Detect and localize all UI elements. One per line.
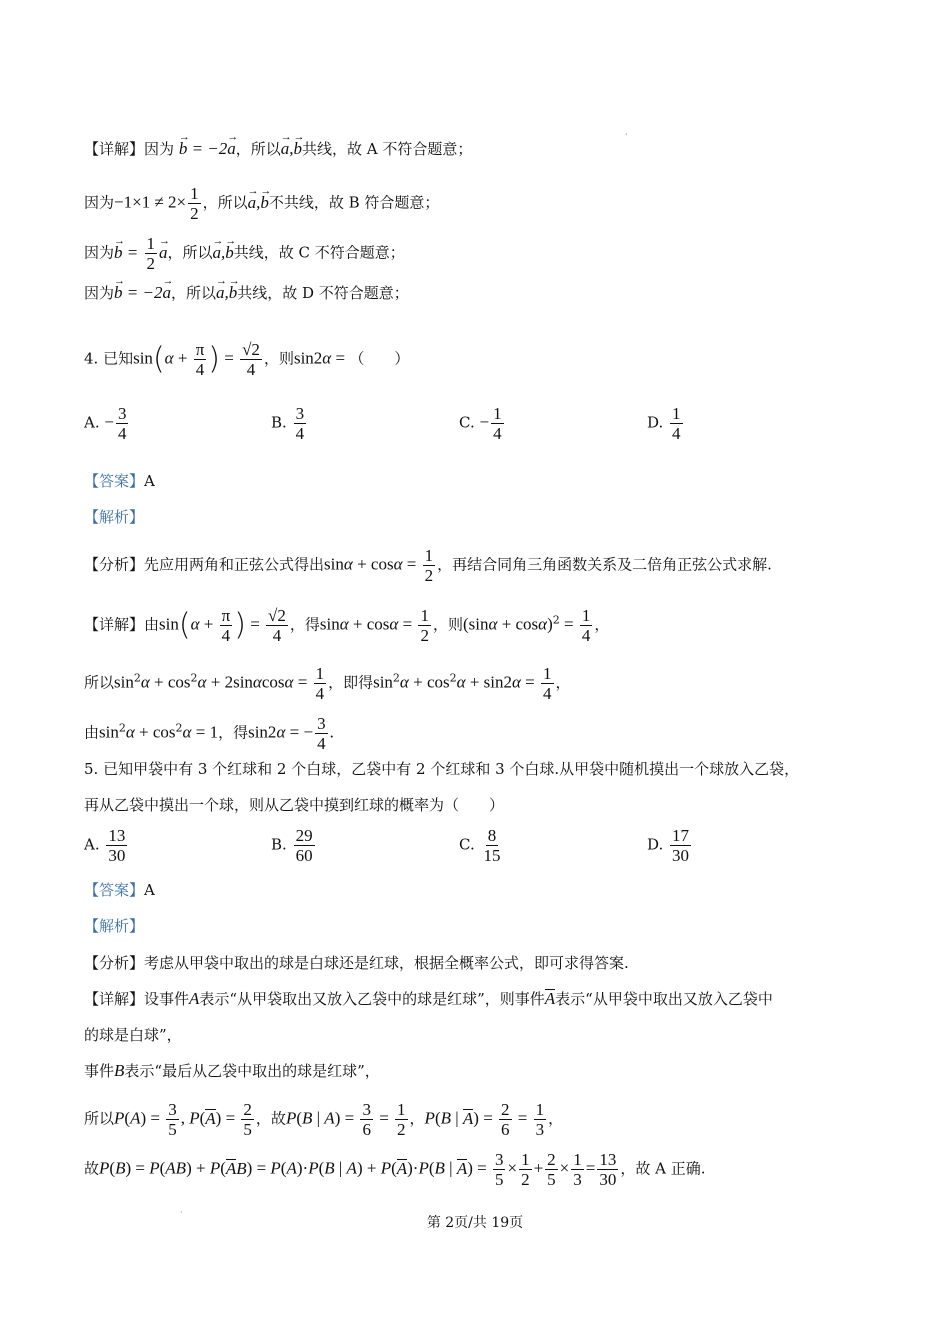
- answer-tag: 【答案】: [84, 881, 145, 899]
- text: ，: [548, 1109, 564, 1128]
- text: ，再结合同角三角函数关系及二倍角正弦公式求解.: [437, 555, 772, 574]
- denominator: 60: [295, 846, 313, 865]
- question-number: 4. 已知: [84, 349, 134, 368]
- text: ，所以: [170, 284, 216, 302]
- q4-option-b[interactable]: [271, 404, 308, 443]
- q4-option-a[interactable]: [84, 404, 130, 443]
- q5-option-b[interactable]: [271, 826, 317, 865]
- text: 所以: [84, 1109, 115, 1128]
- q3-detail-line-1: 【详解】因为 → b = −2→ a，所以→ a,→ b共线，故 A 不符合题意；: [84, 138, 472, 160]
- text: 因为: [84, 284, 115, 302]
- q5-detail-line-5: 故P(B) = P(AB) + P(AB) = P(A)·P(B | A) + P(A)·P(B | A) = $\frac{3}{5}$ × $\frac{1}{2}$ + $\frac{2}{5}$ × $\frac{1}{3}$ = $\frac{13}{30}$ ，故 A 正确.: [84, 1150, 706, 1189]
- fenxi-tag: 【分析】: [84, 555, 145, 574]
- option-label: D.: [647, 835, 664, 854]
- q5-option-d[interactable]: [647, 826, 693, 865]
- text: 先应用两角和正弦公式得出: [144, 555, 325, 574]
- text: 表示“从甲袋中取出又放入乙袋中: [555, 990, 773, 1008]
- q5-stem-line-1: 5. 已知甲袋中有 3 个红球和 2 个白球，乙袋中有 2 个红球和 3 个白球.从甲袋中随机摸出一个球放入乙袋，: [84, 760, 800, 778]
- denominator: 30: [672, 846, 690, 865]
- text: ，故 A 正确.: [620, 1159, 706, 1178]
- text: ，即得: [328, 673, 374, 692]
- text: ，故: [255, 1109, 286, 1128]
- denominator: 4: [493, 424, 502, 443]
- denominator: 4: [672, 424, 681, 443]
- text: ，则: [263, 349, 294, 368]
- q5-detail-line-2: 的球是白球”，: [84, 1026, 182, 1044]
- q5-answer: [84, 879, 155, 901]
- q5-fenxi: [84, 952, 629, 974]
- detail-tag: 【详解】: [84, 140, 145, 158]
- text: ，所以: [202, 193, 248, 212]
- denominator: 30: [108, 846, 126, 865]
- page-footer: 第 2页/共 19页: [426, 1215, 524, 1231]
- q4-option-d[interactable]: [647, 404, 685, 443]
- sign: −: [479, 412, 490, 432]
- q3-detail-line-3: 因为→ b = $\frac{1}{2}$ → a，所以→ a,→ b共线，故 C 不符合题意；: [84, 234, 405, 273]
- option-label: A.: [84, 835, 100, 854]
- q4-detail-line-3: 由$\sin^2\alpha + \cos^2\alpha = 1$，得sin2α = − $\frac{3}{4}$ .: [84, 714, 334, 753]
- answer-value: A: [144, 881, 155, 899]
- text: 故: [84, 1159, 100, 1178]
- text: （ ）: [349, 349, 410, 368]
- detail-tag: 【详解】: [84, 990, 145, 1008]
- text: 因为: [144, 140, 175, 158]
- text: 事件: [84, 1062, 115, 1080]
- text: 设事件: [144, 990, 190, 1008]
- text: 因为: [84, 243, 115, 262]
- option-label: A.: [84, 413, 100, 432]
- option-label: B.: [271, 413, 287, 432]
- q4-fenxi: 【分析】先应用两角和正弦公式得出sinα + cosα = $\frac{1}{2}$ ，再结合同角三角函数关系及二倍角正弦公式求解.: [84, 546, 772, 585]
- text: 共线，故 C 不符合题意；: [233, 243, 405, 262]
- q5-detail-line-4: 所以P(A) = $\frac{3}{5}$ , P(A) = $\frac{2}{5}$ ，故P(B | A) = $\frac{3}{6}$ = $\frac{1}{2}$ ，P(B | A) = $\frac{2}{6}$ = $\frac{1}{3}$ ，: [84, 1100, 564, 1139]
- text: ，所以: [167, 243, 213, 262]
- text: 表示“从甲袋取出又放入乙袋中的球是红球”，则事件: [199, 990, 545, 1008]
- option-label: D.: [647, 413, 664, 432]
- numerator: 13: [108, 826, 126, 845]
- text: ，则: [432, 615, 463, 634]
- q4-option-c[interactable]: [459, 404, 506, 443]
- detail-tag: 【详解】: [84, 615, 145, 634]
- q3-detail-line-4: 因为→ b = −2→ a，所以→ a,→ b共线，故 D 不符合题意；: [84, 282, 409, 304]
- text: 由: [144, 615, 160, 634]
- text: 共线，故 D 不符合题意；: [237, 284, 409, 302]
- text: 表示“最后从乙袋中取出的球是红球”，: [124, 1062, 380, 1080]
- text: 因为: [84, 193, 115, 212]
- q5-option-c[interactable]: [459, 826, 505, 865]
- q5-stem-line-2: 再从乙袋中摸出一个球，则从乙袋中摸到红球的概率为（ ）: [84, 796, 505, 814]
- q4-detail-line-2: 所以$\sin^2\alpha + \cos^2\alpha + 2\sin\alpha\cos\alpha$ = $\frac{1}{4}$ ，即得$\sin^2\alpha + \cos^2\alpha + \sin 2\alpha$ = $\frac{1}{4}$ ，: [84, 664, 571, 703]
- q4-answer: [84, 470, 155, 492]
- scan-dot: ·: [625, 130, 628, 139]
- denominator: 15: [483, 846, 501, 865]
- answer-value: A: [144, 472, 155, 490]
- answer-tag: 【答案】: [84, 472, 145, 490]
- sign: −: [104, 412, 114, 432]
- option-label: C.: [459, 413, 475, 432]
- q5-detail-line-1: 【详解】设事件A表示“从甲袋取出又放入乙袋中的球是红球”，则事件A表示“从甲袋中取出又放入乙袋中: [84, 989, 773, 1008]
- q5-analysis-tag: 【解析】: [84, 917, 145, 935]
- text: 所以: [84, 673, 115, 692]
- numerator: 1: [493, 404, 502, 423]
- q4-analysis-tag: 【解析】: [84, 508, 145, 526]
- numerator: 3: [295, 404, 305, 423]
- scan-dot: ·: [180, 1208, 183, 1217]
- numerator: 8: [487, 826, 497, 845]
- text: 不共线，故 B 符合题意；: [268, 193, 440, 212]
- q5-option-a[interactable]: [84, 826, 129, 865]
- option-label: C.: [459, 835, 475, 854]
- q5-detail-line-3: 事件B表示“最后从乙袋中取出的球是红球”，: [84, 1061, 380, 1080]
- text: ，得: [218, 723, 249, 742]
- q4-stem: 4. 已知sin(α + $\frac{\pi}{4}$ ) = $\frac{√2}{4}$ ，则sin2α = （ ）: [84, 340, 410, 379]
- option-label: B.: [271, 835, 287, 854]
- text: ，得: [289, 615, 320, 634]
- text: 由: [84, 723, 100, 742]
- numerator: 1: [672, 404, 681, 423]
- text: 共线，故 A 不符合题意；: [302, 140, 473, 158]
- fenxi-tag: 【分析】: [84, 954, 145, 972]
- denominator: 4: [117, 424, 127, 443]
- text: ，所以: [235, 140, 281, 158]
- numerator: 3: [117, 404, 127, 423]
- numerator: 17: [672, 826, 690, 845]
- q3-detail-line-2: 因为−1×1 ≠ 2× $\frac{1}{2}$ ，所以→ a,→ b不共线，故 B 符合题意；: [84, 184, 439, 223]
- numerator: 29: [295, 826, 313, 845]
- text: 考虑从甲袋中取出的球是白球还是红球，根据全概率公式，即可求得答案.: [144, 954, 629, 972]
- denominator: 4: [295, 424, 305, 443]
- q4-detail-line-1: 【详解】由sin(α + $\frac{\pi}{4}$ ) = $\frac{√2}{4}$ ，得sinα + cosα = $\frac{1}{2}$ ，则$(\sin\alpha + \cos\alpha)^2$ = $\frac{1}{4}$ ，: [84, 606, 610, 645]
